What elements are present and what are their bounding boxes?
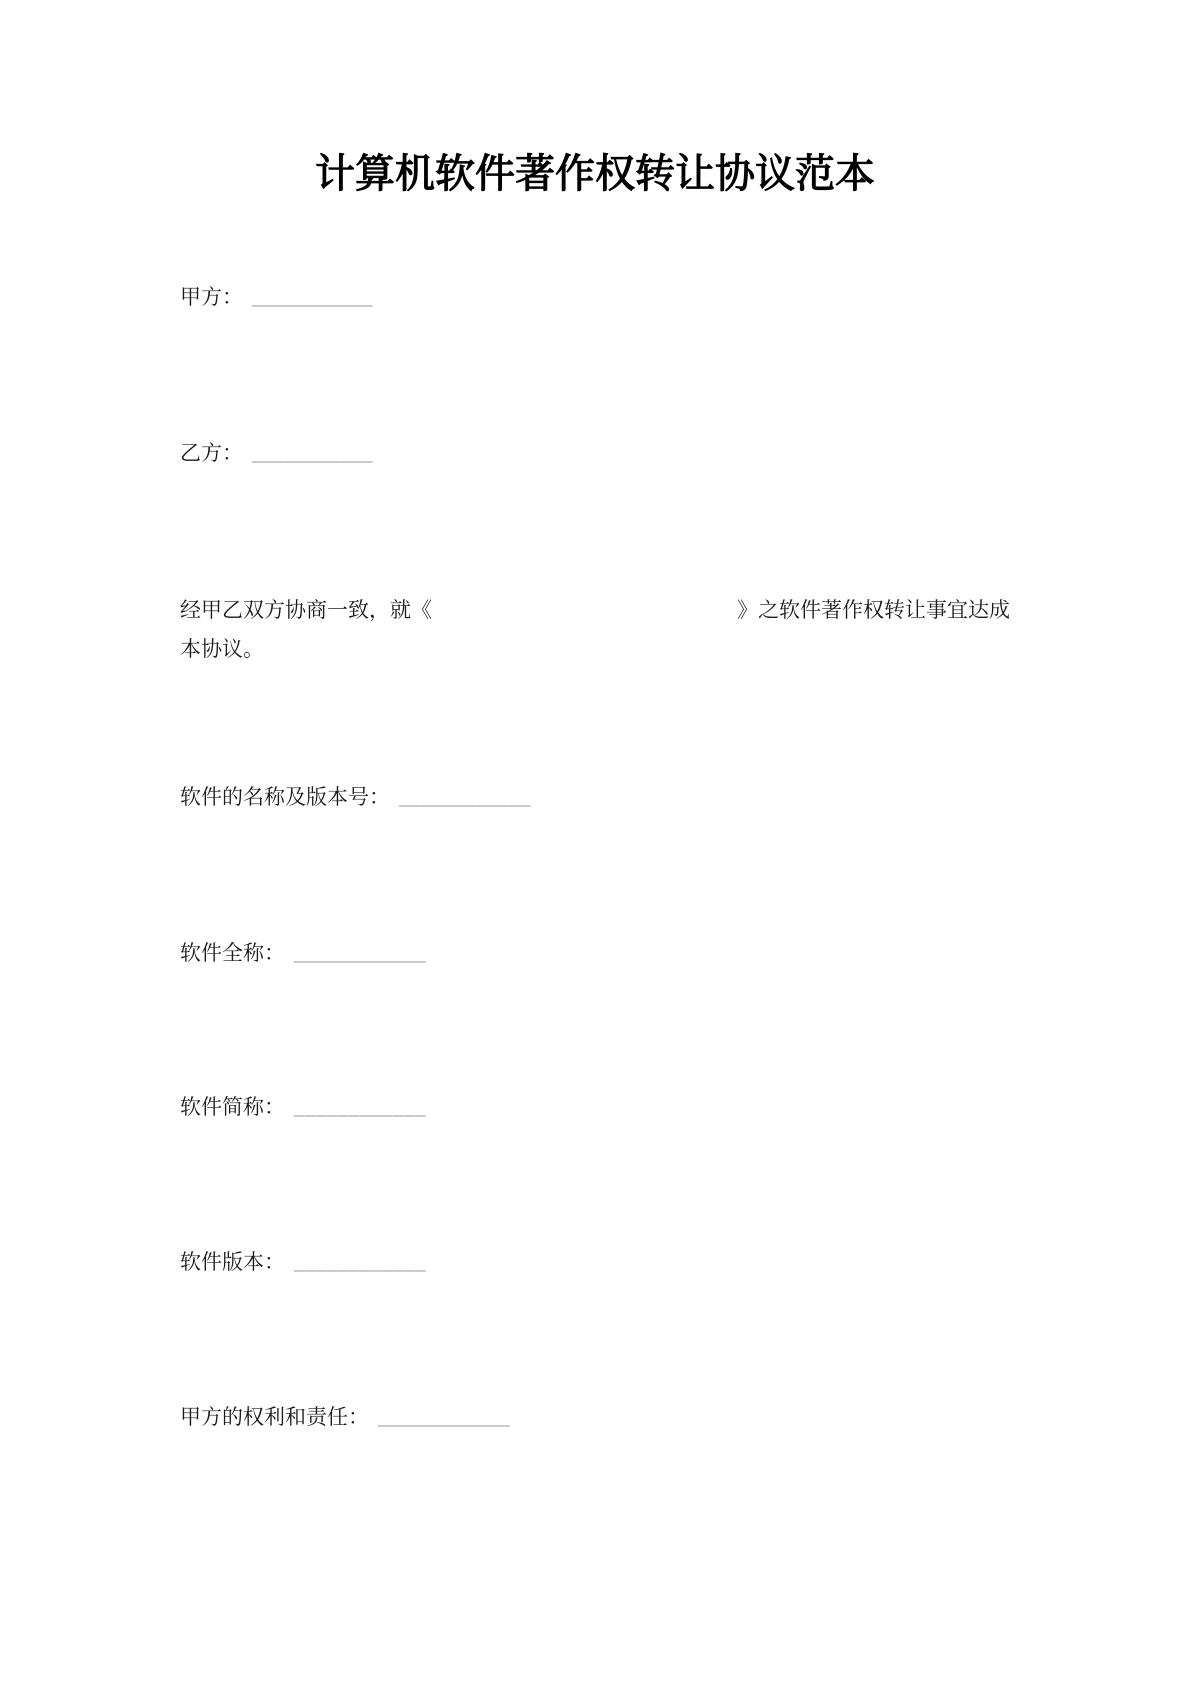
field-party-b — [180, 434, 1010, 473]
field-party-a — [180, 278, 1010, 317]
agreement-lead-text: 经甲乙双方协商一致，就《 — [180, 598, 432, 622]
party-a-rights-label: 甲方的权利和责任： — [180, 1405, 369, 1429]
field-party-a-rights — [180, 1398, 1010, 1437]
agreement-line-1 — [180, 591, 1010, 630]
party-a-rights-blank-line[interactable]: ____________ — [378, 1405, 510, 1429]
field-software-name-version — [180, 778, 1010, 817]
software-full-name-blank-line[interactable]: ____________ — [294, 941, 426, 965]
software-version-blank-line[interactable]: ____________ — [294, 1250, 426, 1274]
field-software-short-name — [180, 1088, 1010, 1127]
party-b-blank-line[interactable]: ___________ — [252, 441, 373, 465]
book-title-blank-gap[interactable] — [432, 591, 737, 592]
party-a-blank-line[interactable]: ___________ — [252, 285, 373, 309]
party-a-label: 甲方： — [180, 285, 243, 309]
agreement-tail-text: 》之软件著作权转让事宜达成 — [737, 598, 1010, 622]
software-name-version-label: 软件的名称及版本号： — [180, 785, 390, 809]
page-title: 计算机软件著作权转让协议范本 — [315, 151, 875, 196]
software-version-label: 软件版本： — [180, 1250, 285, 1274]
software-name-version-blank-line[interactable]: ____________ — [399, 785, 531, 809]
agreement-line-2 — [180, 630, 1010, 669]
software-short-name-blank-line[interactable]: ____________ — [294, 1095, 426, 1119]
agreement-paragraph — [180, 591, 1010, 669]
software-full-name-label: 软件全称： — [180, 941, 285, 965]
field-software-full-name — [180, 934, 1010, 973]
agreement-continuation-text: 本协议。 — [180, 637, 264, 661]
party-b-label: 乙方： — [180, 441, 243, 465]
field-software-version — [180, 1243, 1010, 1282]
software-short-name-label: 软件简称： — [180, 1095, 285, 1119]
